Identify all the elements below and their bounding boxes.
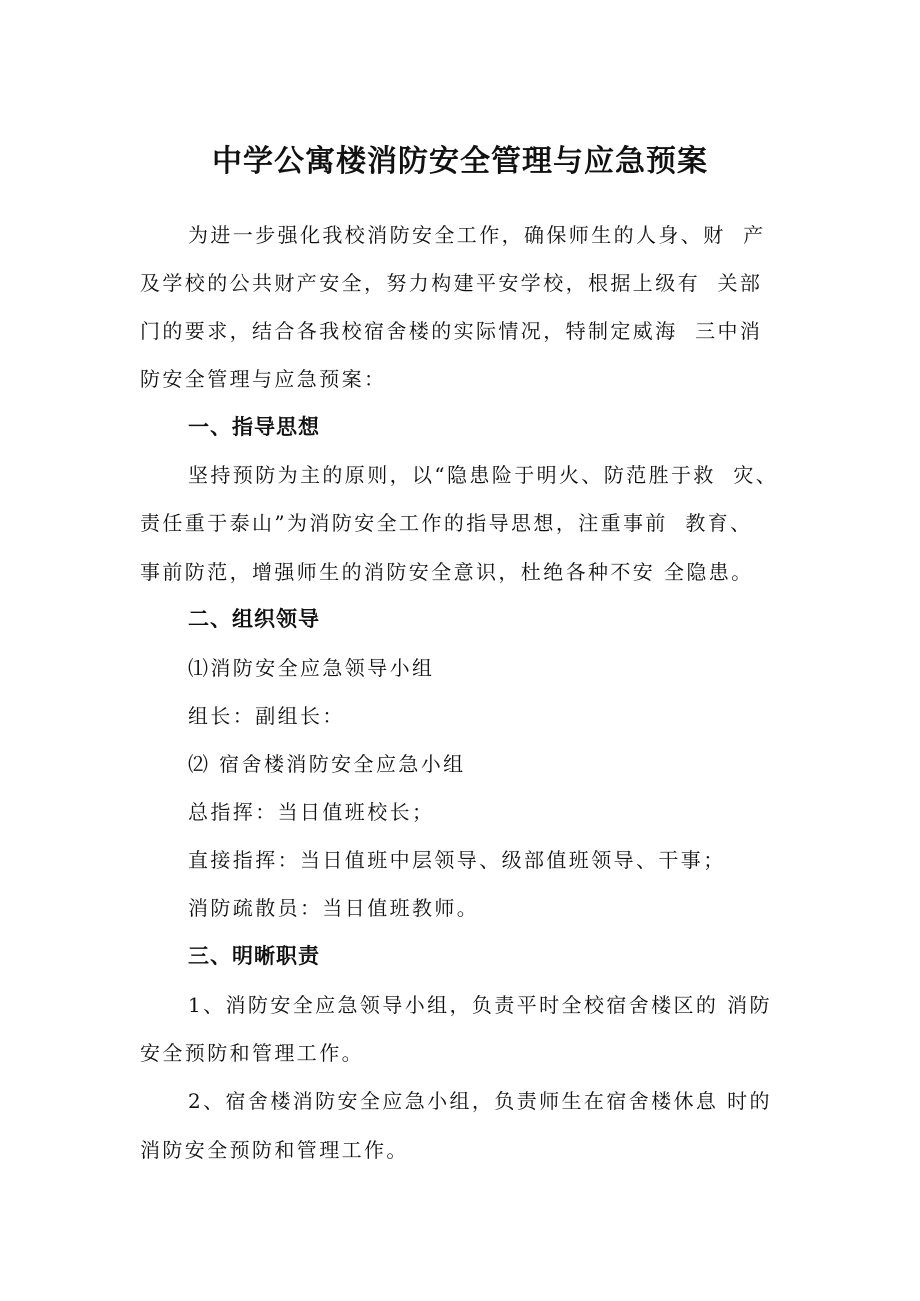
section-heading-responsibilities: 三、明晰职责 (188, 944, 320, 968)
organization-line-2: 组长：副组长： (188, 704, 345, 728)
section-heading-guiding-ideology: 一、指导思想 (188, 415, 320, 439)
organization-line-1: ⑴消防安全应急领导小组 (188, 656, 435, 680)
responsibilities-line-3: 2、宿舍楼消防安全应急小组，负责师生在宿舍楼休息 时的 (188, 1089, 772, 1113)
intro-line-1: 为进一步强化我校消防安全工作，确保师生的人身、财 产 (188, 223, 766, 247)
responsibilities-line-4: 消防安全预防和管理工作。 (140, 1138, 409, 1162)
guiding-ideology-line-1: 坚持预防为主的原则，以“隐患险于明火、防范胜于救 灾、 (188, 463, 779, 487)
responsibilities-line-2: 安全预防和管理工作。 (140, 1041, 364, 1065)
intro-line-4: 防安全管理与应急预案： (140, 367, 387, 391)
intro-line-3: 门的要求，结合各我校宿舍楼的实际情况，特制定威海 三中消 (140, 319, 763, 343)
section-heading-organization: 二、组织领导 (188, 607, 320, 631)
guiding-ideology-line-2: 责任重于泰山”为消防安全工作的指导思想，注重事前 教育、 (140, 511, 753, 535)
intro-line-2: 及学校的公共财产安全，努力构建平安学校，根据上级有 关部 (140, 271, 763, 295)
organization-line-5: 直接指挥：当日值班中层领导、级部值班领导、干事； (188, 848, 726, 872)
organization-line-6: 消防疏散员：当日值班教师。 (188, 896, 480, 920)
organization-line-4: 总指挥：当日值班校长； (188, 800, 435, 824)
document-title: 中学公寓楼消防安全管理与应急预案 (212, 144, 708, 179)
organization-line-3: ⑵ 宿舍楼消防安全应急小组 (188, 752, 466, 776)
responsibilities-line-1: 1、消防安全应急领导小组，负责平时全校宿舍楼区的 消防 (188, 993, 772, 1017)
guiding-ideology-line-3: 事前防范，增强师生的消防安全意识，杜绝各种不安 全隐患。 (140, 560, 754, 584)
